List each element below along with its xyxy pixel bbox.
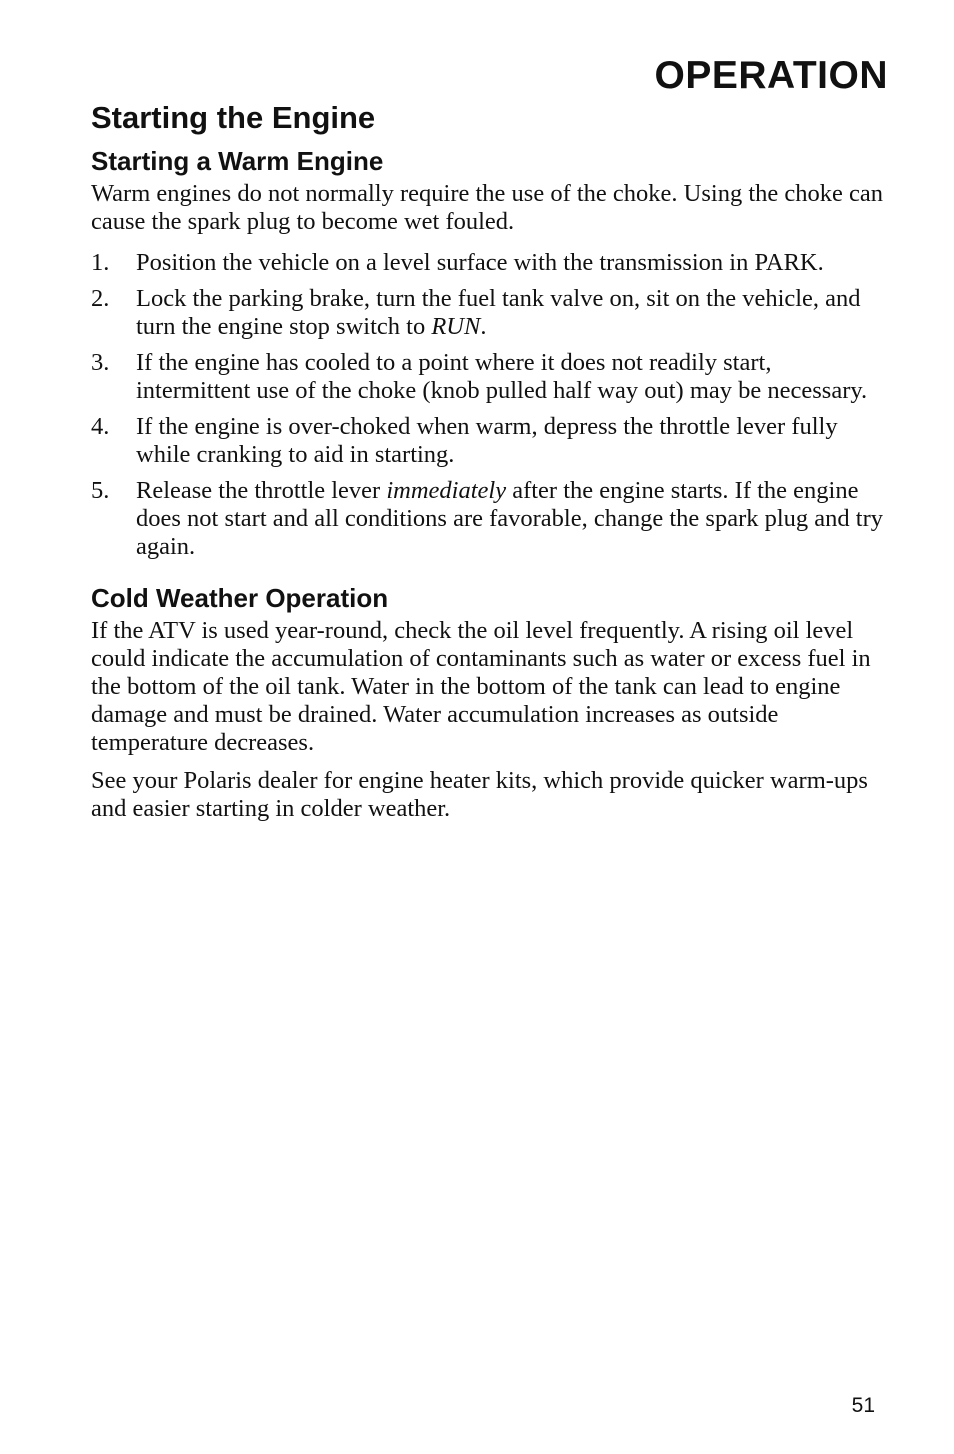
step-item (91, 477, 891, 561)
page-number: 51 (851, 1394, 875, 1417)
step-text-emphasis: immediately (386, 477, 507, 505)
step-text: If the engine is over-choked when warm, depress the throttle lever fully while cranking to aid in starting. (136, 413, 838, 469)
step-text-emphasis: RUN (431, 313, 481, 341)
step-text-post: . (480, 313, 487, 341)
warm-engine-heading: Starting a Warm Engine (91, 146, 384, 176)
step-item (91, 249, 891, 277)
step-number: 4. (91, 413, 110, 441)
warm-engine-intro: Warm engines do not normally require the use of the choke. Using the choke can cause the spark plug to become wet fouled. (91, 180, 883, 236)
cold-weather-paragraph-1: If the ATV is used year-round, check the oil level frequently. A rising oil level could indicate the accumulation of contaminants such as water or excess fuel in the bottom of the oil tank. Water in the bottom of the tank can lead to engine damage and must be drained. Water accumulation increases as outside temperature decreases. (91, 617, 871, 757)
warm-engine-steps (91, 249, 891, 561)
page-content (91, 146, 891, 823)
step-item (91, 413, 891, 469)
step-item (91, 349, 891, 405)
step-number: 5. (91, 477, 110, 505)
cold-weather-heading: Cold Weather Operation (91, 583, 389, 614)
step-text-pre: Lock the parking brake, turn the fuel tank valve on, sit on the vehicle, and turn the engine stop switch to (136, 285, 861, 341)
step-number: 3. (91, 349, 110, 377)
section-title: Starting the Engine (91, 100, 376, 135)
step-text: If the engine has cooled to a point where it does not readily start, intermittent use of the choke (knob pulled half way out) may be necessary. (136, 349, 868, 405)
step-text: Position the vehicle on a level surface with the transmission in PARK. (136, 249, 824, 277)
step-number: 2. (91, 285, 110, 313)
cold-weather-paragraph-2: See your Polaris dealer for engine heater kits, which provide quicker warm-ups and easier starting in colder weather. (91, 767, 868, 823)
step-text-pre: Release the throttle lever (136, 477, 387, 505)
step-text-post: after the engine starts. If the engine does not start and all conditions are favorable, change the spark plug and try again. (136, 477, 884, 561)
step-number: 1. (91, 249, 110, 277)
step-item (91, 285, 891, 341)
chapter-title: OPERATION (654, 54, 888, 97)
